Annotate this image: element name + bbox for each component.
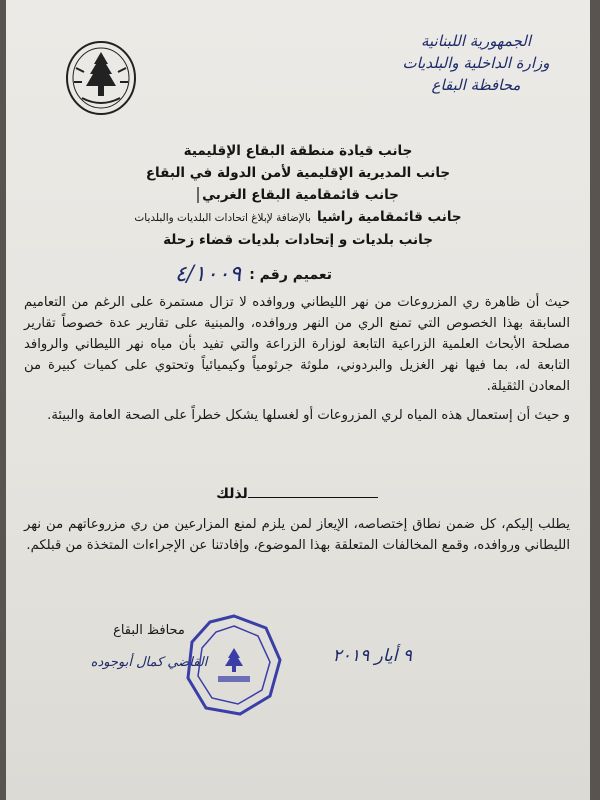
document-page (6, 0, 590, 800)
therefore-underline (248, 497, 378, 498)
paragraph-2: و حيث أن إستعمال هذه المياه لري المزروعات أو لغسلها يشكل خطراً على الصحة العامة والبيئة. (47, 408, 570, 423)
official-stamp-icon (184, 612, 284, 718)
recipient-4 (6, 206, 590, 229)
therefore-text: لذلك (216, 486, 248, 502)
letterhead-ministry: وزارة الداخلية والبلديات (402, 54, 550, 72)
letterhead-republic: الجمهورية اللبنانية (420, 32, 532, 50)
paragraph-1: حيث أن ظاهرة ري المزروعات من نهر الليطاني وروافده لا تزال مستمرة على الرغم من التعاميم السابقة بهذا الخصوص التي تمنع الري من النهر وروافده، والمبنية على تقارير عدة خصوصاً تقارير مصلحة الأبحاث العلمية الزراعية التابعة لوزارة الزراعة والتي تفيد بأن مياه نهر الليطاني والروافد التابعة له، بما فيها نهر الغزيل والبردوني، ملوثة جرثومياً وكيميائياً وتحتوي على كميات كبيرة من المعادن الثقيلة. (24, 295, 570, 394)
request-paragraph: يطلب إليكم، كل ضمن نطاق إختصاصه، الإيعاز لمن يلزم لمنع المزارعين من ري مزروعاتهم من نهر الليطاني وروافده، وقمع المخالفات المتعلقة بهذا الموضوع، وإفادتنا عن الإجراءات المتخذة من قبلكم. (24, 517, 570, 553)
recipient-1: جانب قيادة منطقة البقاع الإقليمية (183, 143, 413, 159)
recipient-2: جانب المديرية الإقليمية لأمن الدولة في البقاع (145, 165, 451, 181)
recipient-3 (6, 184, 590, 206)
letterhead (376, 30, 576, 96)
signature-title: محافظ البقاع (113, 623, 185, 638)
circular-number-value: ٤/١٠٠٩ (174, 262, 242, 287)
therefore-heading (6, 486, 590, 502)
signature-name: القاضي كمال أبوجوده (90, 655, 208, 670)
body-text (24, 292, 570, 434)
recipient-note: بالإضافة لإبلاغ اتحادات البلديات والبلديات (134, 212, 311, 224)
circular-number (112, 262, 332, 287)
letterhead-governorate: محافظة البقاع (431, 76, 521, 94)
recipient-4-text: جانب قائمقامية راشيا (316, 209, 462, 225)
recipient-5: جانب بلديات و إتحادات بلديات قضاء زحلة (163, 232, 433, 248)
circular-label: تعميم رقم : (249, 266, 332, 283)
document-date: ٩ أيار ٢٠١٩ (332, 646, 412, 666)
recipient-3-text: جانب قائمقامية البقاع الغربي (197, 187, 399, 203)
recipients-block (6, 140, 590, 251)
ministry-emblem-icon (62, 38, 140, 118)
